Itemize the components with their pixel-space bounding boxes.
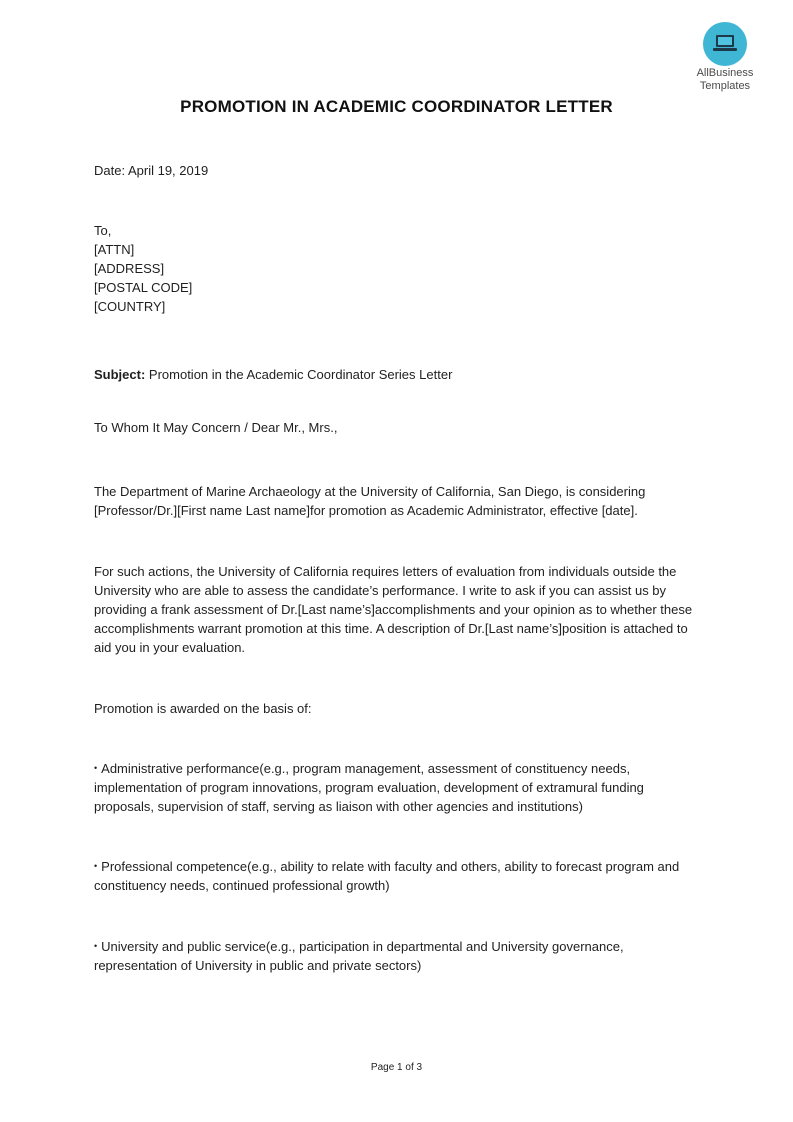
address-attn: [ATTN] xyxy=(94,242,135,257)
paragraph-3 xyxy=(94,699,698,718)
paragraph-1-text: The Department of Marine Archaeology at the University of California, San Diego, is considering [Professor/Dr.][First name Last name]for promotion as Academic Administrator, effective [date]. xyxy=(94,484,646,518)
bullet-icon: • xyxy=(94,941,98,951)
bullet-item-3 xyxy=(94,937,698,975)
document-title: PROMOTION IN ACADEMIC COORDINATOR LETTER xyxy=(180,97,613,116)
address-country: [COUNTRY] xyxy=(94,299,166,314)
subject-text: Promotion in the Academic Coordinator Series Letter xyxy=(145,367,453,382)
laptop-icon xyxy=(703,22,747,66)
bullet-text: Administrative performance(e.g., program management, assessment of constituency needs, implementation of program innovations, program evaluation, development of extramural funding proposals, supervision of staff, serving as liaison with other agencies and institutions) xyxy=(94,761,644,814)
recipient-address xyxy=(94,221,698,316)
paragraph-2 xyxy=(94,562,698,657)
bullet-item-1 xyxy=(94,759,698,816)
date-line xyxy=(94,161,698,180)
salutation xyxy=(94,418,698,437)
subject-line xyxy=(94,365,698,384)
bullet-item-2 xyxy=(94,857,698,895)
bullet-text: Professional competence(e.g., ability to relate with faculty and others, ability to forecast program and constituency needs, continued professional growth) xyxy=(94,859,680,893)
paragraph-2-text: For such actions, the University of California requires letters of evaluation from individuals outside the University who are able to assess the candidate’s performance. I write to ask if you can assist us by providing a frank assessment of Dr.[Last name’s]accomplishments and your opinion as to whether these accomplishments warrant promotion at this time. A description of Dr.[Last name’s]position is attached to aid you in your evaluation. xyxy=(94,564,693,655)
bullet-icon: • xyxy=(94,763,98,773)
bullet-icon: • xyxy=(94,861,98,871)
logo-text-line2: Templates xyxy=(699,80,751,92)
date-text: Date: April 19, 2019 xyxy=(94,163,209,178)
address-street: [ADDRESS] xyxy=(94,261,165,276)
paragraph-1 xyxy=(94,482,698,520)
paragraph-3-text: Promotion is awarded on the basis of: xyxy=(94,701,312,716)
bullet-text: University and public service(e.g., participation in departmental and University governance, representation of University in public and private sectors) xyxy=(94,939,624,973)
logo-text-line1: AllBusiness xyxy=(696,67,754,79)
allbusiness-logo xyxy=(690,22,760,92)
subject-label: Subject: xyxy=(94,367,146,382)
salutation-text: To Whom It May Concern / Dear Mr., Mrs., xyxy=(94,420,338,435)
address-postal: [POSTAL CODE] xyxy=(94,280,193,295)
page-number: Page 1 of 3 xyxy=(370,1062,423,1073)
address-to: To, xyxy=(94,223,112,238)
